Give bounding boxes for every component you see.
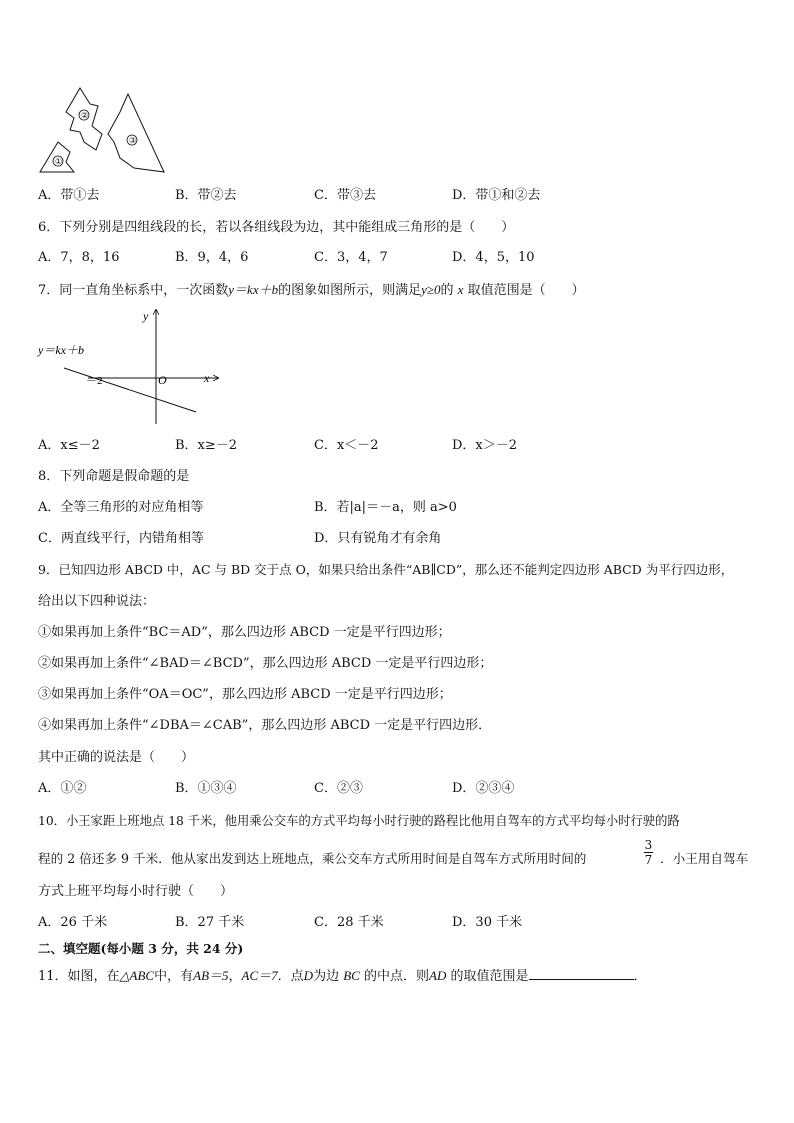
q9-stem-line-2: 给出以下四种说法： [38, 594, 156, 609]
q7-stem-part-d: 的 [440, 283, 454, 298]
q7-variable-x: x [457, 282, 464, 297]
q7-option-b[interactable]: B．x≥－2 [175, 438, 238, 453]
q6-stem: 6．下列分别是四组线段的长，若以各组线段为边，其中能组成三角形的是（ ） [38, 220, 515, 235]
q7-stem-part-a: 7．同一直角坐标系中，一次函数 [38, 283, 229, 298]
q7-option-d[interactable]: D．x＞－2 [452, 438, 518, 453]
graph-y-label: y [143, 309, 149, 323]
piece-3-shape [108, 94, 164, 172]
q7-condition: y≥0 [421, 282, 441, 297]
q10-line-2: 程的 2 倍还多 9 千米．他从家出发到达上班地点，乘公交车方式所用时间是自驾车方式所用时间的 [38, 851, 587, 866]
q11-ab-value: AB＝5 [193, 968, 229, 983]
q6-option-d[interactable]: D．4，5，10 [452, 250, 535, 265]
q10-line-3: 方式上班平均每小时行驶（ ） [38, 884, 234, 899]
q9-statement-1: ①如果再加上条件“BC＝AD”，那么四边形 ABCD 一定是平行四边形； [38, 625, 451, 640]
piece-2-label: ② [81, 111, 89, 120]
q8-stem: 8．下列命题是假命题的是 [38, 469, 190, 484]
q7-stem-part-e: 取值范围是（ ） [467, 283, 585, 298]
function-line [64, 368, 196, 412]
q5-option-c[interactable]: C．带③去 [314, 188, 376, 203]
graph-x-intercept-label: －2 [86, 375, 103, 387]
q5-option-d[interactable]: D．带①和②去 [452, 188, 541, 203]
q11-part-a: 11．如图，在 [38, 969, 120, 984]
q11-point-d: D [303, 968, 314, 983]
q10-option-a[interactable]: A．26 千米 [38, 915, 108, 930]
q6-option-c[interactable]: C．3，4，7 [314, 250, 388, 265]
q10-line-1: 10．小王家距上班地点 18 千米，他用乘公交车的方式平均每小时行驶的路程比他用自驾车的方式平均每小时行驶的路 [38, 814, 680, 828]
q8-option-c[interactable]: C．两直线平行，内错角相等 [38, 531, 204, 546]
fraction-numerator: 3 [644, 838, 653, 852]
piece-1-label: ① [55, 157, 63, 166]
q7-stem [38, 281, 585, 300]
q9-option-c[interactable]: C．②③ [314, 781, 363, 796]
q11-part-g: ．点 [277, 969, 304, 984]
q5-broken-triangle-figure [36, 82, 171, 177]
q9-question: 其中正确的说法是（ ） [38, 750, 195, 765]
q7-option-c[interactable]: C．x＜－2 [314, 438, 379, 453]
q9-stem-line-1: 9．已知四边形 ABCD 中，AC 与 BD 交于点 O，如果只给出条件“AB∥CD”，那么还不能判定四边形 ABCD 为平行四边形， [38, 562, 734, 577]
q6-option-a[interactable]: A．7，8，16 [38, 250, 120, 265]
q10-line-2-end: ．小王用自驾车 [660, 851, 749, 866]
q11-part-k: 的中点．则 [363, 969, 429, 984]
q11-triangle: △ABC [119, 968, 155, 983]
q11-stem [38, 967, 647, 986]
q10-option-b[interactable]: B．27 千米 [175, 915, 245, 930]
q11-ac-value: AC＝7 [241, 968, 278, 983]
q11-segment-ad: AD [429, 968, 447, 983]
q9-statement-4: ④如果再加上条件“∠DBA＝∠CAB”，那么四边形 ABCD 一定是平行四边形． [38, 718, 492, 733]
q11-side-bc: BC [343, 968, 360, 983]
q7-linear-function-graph [36, 306, 226, 428]
q10-fraction [644, 838, 653, 867]
q6-option-b[interactable]: B．9，4，6 [175, 250, 249, 265]
q7-function-expr: y＝kx＋b [228, 282, 279, 297]
q11-part-c: 中，有 [154, 969, 194, 984]
q8-option-b[interactable]: B．若|a|＝－a，则 a>0 [314, 500, 457, 515]
q5-option-b[interactable]: B．带②去 [175, 188, 237, 203]
q11-part-n: ． [633, 969, 647, 984]
q10-option-d[interactable]: D．30 千米 [452, 915, 523, 930]
q11-answer-blank[interactable] [529, 967, 634, 980]
q9-option-a[interactable]: A．①② [38, 781, 87, 796]
graph-function-label: y＝kx＋b [38, 343, 84, 357]
q8-option-d[interactable]: D．只有锐角才有余角 [314, 531, 442, 546]
fraction-denominator: 7 [644, 853, 653, 867]
q11-part-e: ， [228, 969, 242, 984]
q9-statement-2: ②如果再加上条件“∠BAD＝∠BCD”，那么四边形 ABCD 一定是平行四边形； [38, 656, 493, 671]
section-2-heading: 二、填空题(每小题 3 分，共 24 分) [38, 941, 244, 956]
q10-option-c[interactable]: C．28 千米 [314, 915, 384, 930]
piece-3-label: ③ [129, 136, 137, 145]
q7-option-a[interactable]: A．x≤－2 [38, 438, 100, 453]
graph-x-label: x [204, 371, 210, 385]
q9-option-d[interactable]: D．②③④ [452, 781, 515, 796]
q8-option-a[interactable]: A．全等三角形的对应角相等 [38, 500, 204, 515]
graph-origin-label: O [158, 373, 167, 387]
q7-stem-part-b: 的图象如图所示，则满足 [278, 283, 422, 298]
q9-statement-3: ③如果再加上条件“OA＝OC”，那么四边形 ABCD 一定是平行四边形； [38, 687, 452, 702]
q5-option-a[interactable]: A．带①去 [38, 188, 100, 203]
q11-part-i: 为边 [313, 969, 340, 984]
q11-part-m: 的取值范围是 [450, 969, 529, 984]
q9-option-b[interactable]: B．①③④ [175, 781, 237, 796]
